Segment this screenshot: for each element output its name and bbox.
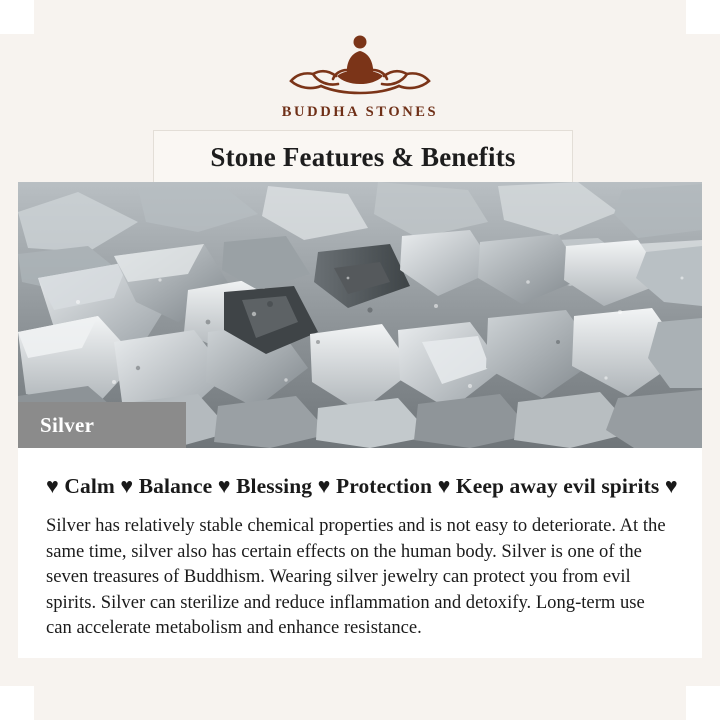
brand-name: BUDDHA STONES — [281, 104, 439, 120]
keywords-line: ♥ Calm ♥ Balance ♥ Blessing ♥ Protection ♥ Keep away evil spirits ♥ — [46, 474, 678, 498]
stone-name-tab — [18, 402, 186, 448]
description-text: Silver has relatively stable chemical properties and is not easy to deteriorate. At the same time, silver also has certain effects on the human body. Silver is one of the seven treasures of Buddhism. Wearing silver jewelry can protect you from evil spirits. Silver can sterilize and reduce inflammation and detoxify. Long-term use can accelerate metabolism and enhance resistance. — [46, 515, 666, 638]
corner-decoration-bottom-left — [0, 686, 34, 720]
stone-name-label: Silver — [40, 412, 95, 437]
corner-decoration-bottom-right — [686, 686, 720, 720]
lotus-meditation-icon — [280, 26, 440, 98]
section-title-banner — [153, 130, 573, 184]
brand-logo-block — [0, 26, 720, 121]
description-card — [18, 448, 702, 658]
page-title: Stone Features & Benefits — [210, 141, 516, 172]
